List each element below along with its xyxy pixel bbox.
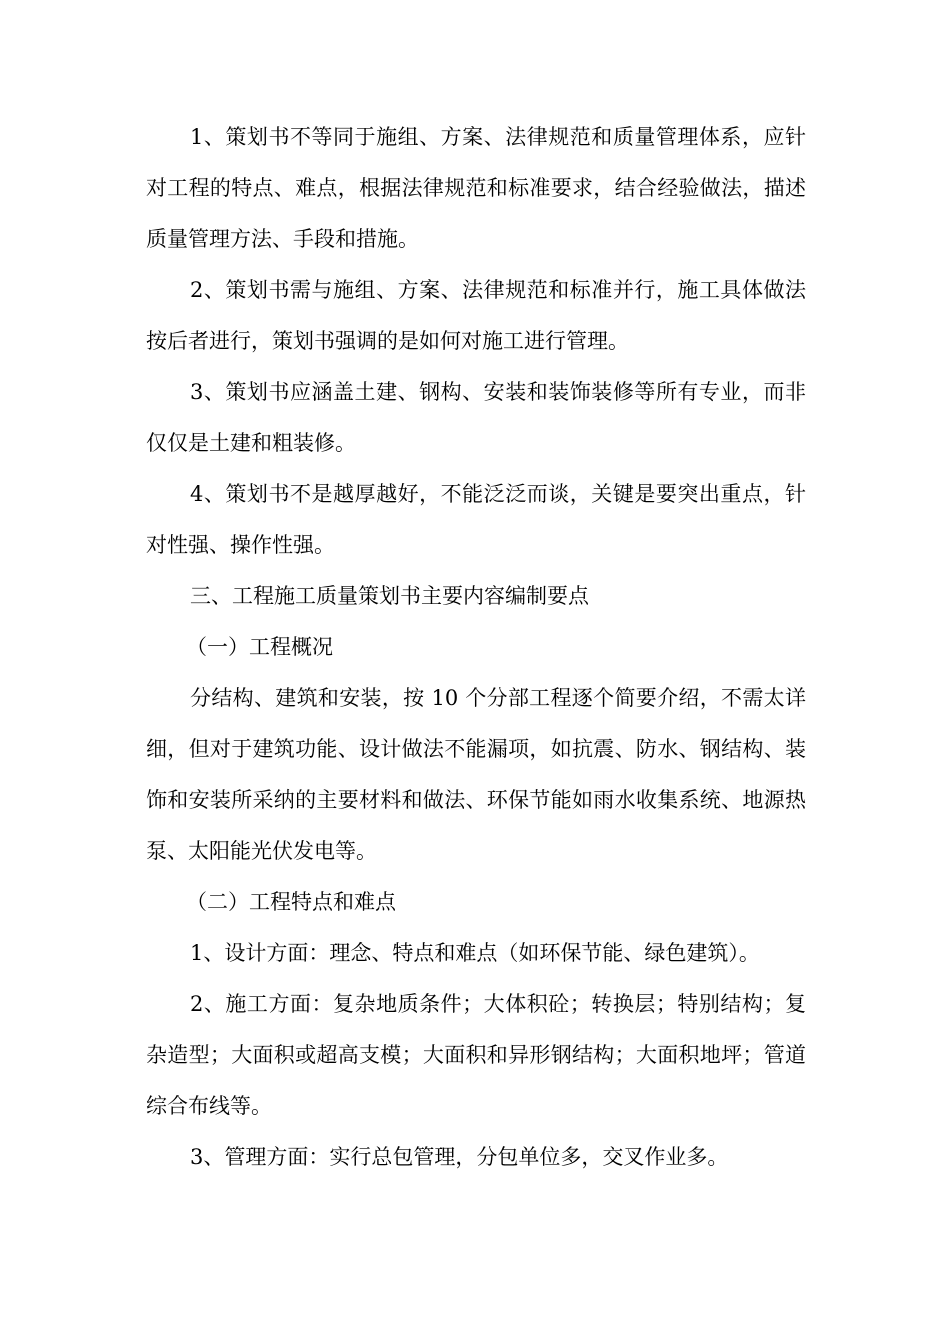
section-heading: 三、工程施工质量策划书主要内容编制要点	[190, 584, 589, 608]
paragraph-point-2: 2、策划书需与施组、方案、法律规范和标准并行，施工具体做法按后者进行，策划书强调的是如何对施工进行管理。	[146, 278, 806, 353]
subsection-heading-features: （二）工程特点和难点	[186, 890, 396, 914]
paragraph-design: 1、设计方面：理念、特点和难点（如环保节能、绿色建筑）。	[190, 941, 760, 965]
paragraph-construction: 2、施工方面：复杂地质条件；大体积砼；转换层；特别结构；复杂造型；大面积或超高支模；大面积和异形钢结构；大面积地坪；管道综合布线等。	[146, 992, 806, 1118]
paragraph-management: 3、管理方面：实行总包管理，分包单位多，交叉作业多。	[190, 1145, 729, 1169]
paragraph-point-4: 4、策划书不是越厚越好，不能泛泛而谈，关键是要突出重点，针对性强、操作性强。	[146, 482, 806, 557]
subsection-heading-overview: （一）工程概况	[186, 635, 333, 659]
paragraph-overview: 分结构、建筑和安装，按 10 个分部工程逐个简要介绍，不需太详细，但对于建筑功能、设计做法不能漏项，如抗震、防水、钢结构、装饰和安装所采纳的主要材料和做法、环保节能如雨水收集系统、地源热泵、太阳能光伏发电等。	[146, 686, 806, 863]
paragraph-point-1: 1、策划书不等同于施组、方案、法律规范和质量管理体系，应针对工程的特点、难点，根据法律规范和标准要求，结合经验做法，描述质量管理方法、手段和措施。	[146, 125, 806, 251]
paragraph-point-3: 3、策划书应涵盖土建、钢构、安装和装饰装修等所有专业，而非仅仅是土建和粗装修。	[146, 380, 806, 455]
document-body	[146, 112, 806, 1183]
